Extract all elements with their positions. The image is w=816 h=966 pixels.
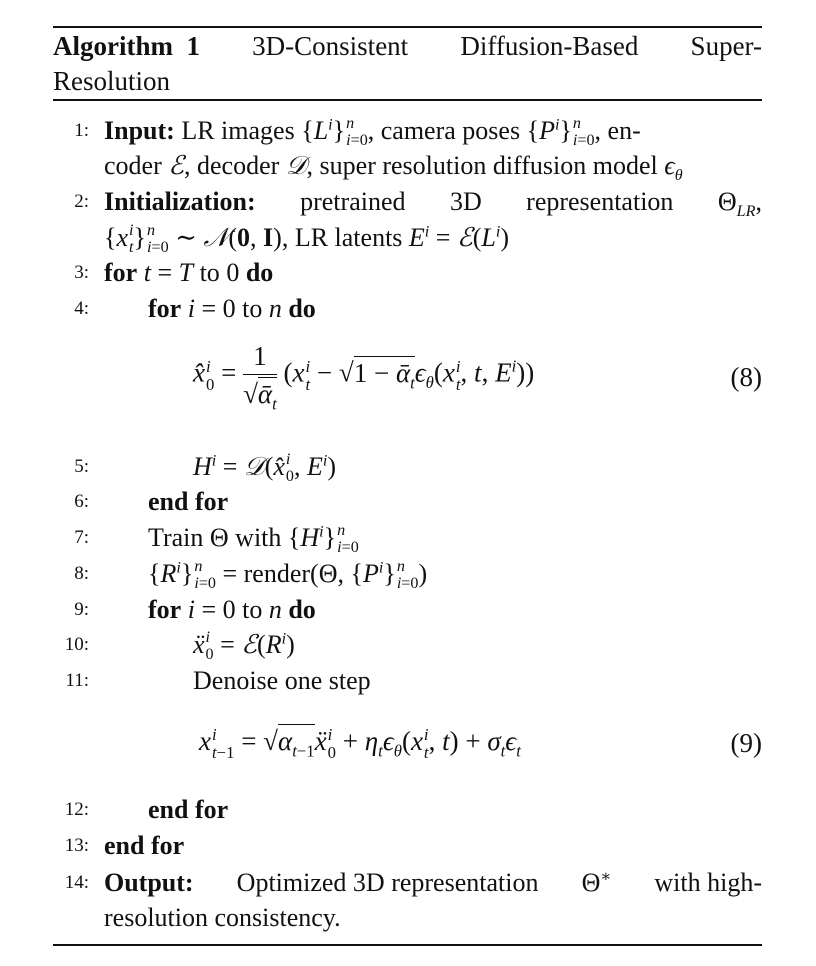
- line-number: 3:: [74, 262, 89, 283]
- line-number: 9:: [74, 599, 89, 620]
- line-number: 2:: [74, 191, 89, 212]
- algorithm-title: Algorithm 1 3D-Consistent Diffusion-Based Super- Resolution: [53, 31, 762, 96]
- line-number: 7:: [74, 527, 89, 548]
- line-number: 10:: [64, 634, 89, 655]
- algorithm-label: Algorithm: [53, 31, 173, 61]
- line-number: 14:: [64, 872, 89, 893]
- line-number: 8:: [74, 563, 89, 584]
- line-number: 4:: [74, 298, 89, 319]
- algorithm-number: 1: [186, 31, 200, 61]
- top-rule: [53, 26, 762, 28]
- bottom-rule: [53, 944, 762, 946]
- equation-9: x i t−1 = $√\alpha_{t-1}ẍ$ i 0 + $\eta_t\epsilon_\theta(x$ i t , $t) + \sigma_t\epsilon_t$ (9): [199, 725, 762, 762]
- equation-tag: (9): [730, 728, 762, 758]
- line-number: 11:: [65, 670, 89, 691]
- algorithm-block: Algorithm 1 3D-Consistent Diffusion-Based Super- Resolution 1: Input: LR images $\{L^i\}$ n i=0 , camera poses $\{P^i\}$ n i=0 , en- coder ℰ, decoder 𝒟, super resolution diffusion model $\epsilon_\theta$ 2: Initialization: pretrained 3D representation $\Theta_{LR}$, {x i t } n i=0 ∼ 𝒩(0, I), LR latents $E^i$ = $ℰ(L^i)$ 3: for t = T to 0 do 4: for i = 0 to n do x̂ i 0 = $\frac{1}{√ᾱ_t}$ (x i t − $√1 - ᾱ_t\epsilon_\theta(x$ i t , t, $E^i$)) (8) 5: $H^i$ = 𝒟(x̂ i 0 , $E^i$) 6: end for 7: Train Θ with $\{H^i\}$ n i=0 8: $\{R^i\}$ n i=0 = render(Θ, $\{P^i\}$ n i=0 ) 9: for i = 0 to n do 10: ẍ i 0 = $ℰ(R^i)$ 11: Denoise one step x i t−1 = $√\alpha_{t-1}ẍ$ i 0 + $\eta_t\epsilon_\theta(x$ i t , $t) + \sigma_t\epsilon_t$ (9) 12: end for 13: end for 14: Output: Optimized 3D representation Θ∗ with high- resolution consistency.: [53, 26, 762, 948]
- line-number: 5:: [74, 456, 89, 477]
- line-number: 13:: [64, 835, 89, 856]
- line-number: 6:: [74, 491, 89, 512]
- equation-8: x̂ i 0 = $\frac{1}{√ᾱ_t}$ (x i t − $√1 - ᾱ_t\epsilon_\theta(x$ i t , t, $E^i$)) (8): [53, 338, 762, 418]
- title-rule: [53, 99, 762, 101]
- equation-tag: (8): [730, 362, 762, 392]
- line-number: 12:: [64, 799, 89, 820]
- line-number: 1:: [74, 120, 89, 141]
